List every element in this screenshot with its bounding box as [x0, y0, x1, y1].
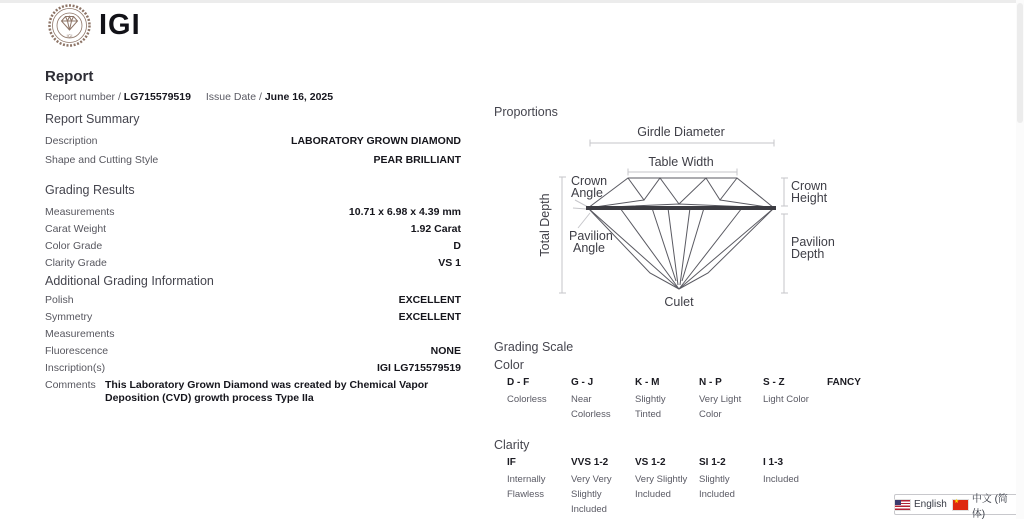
scale-desc: Slightly Tinted — [635, 394, 666, 420]
scrollbar-thumb[interactable] — [1017, 3, 1023, 123]
clarity-scale-item — [699, 456, 763, 517]
comments-text: This Laboratory Grown Diamond was created by Chemical Vapor Deposition (CVD) growth process Type IIa — [105, 379, 429, 404]
cn-flag-icon — [953, 500, 968, 510]
scale-grade: N - P — [699, 377, 722, 388]
row-symmetry — [45, 311, 461, 324]
igi-seal-icon — [48, 4, 91, 47]
crown-height-label-line2: Height — [791, 191, 828, 205]
scale-desc: Very Slightly Included — [635, 474, 688, 500]
total-depth-label: Total Depth — [538, 193, 552, 257]
crown-height-label-line1: Crown — [791, 179, 828, 193]
scale-grade: VVS 1-2 — [571, 457, 609, 468]
row-value: LABORATORY GROWN DIAMOND — [291, 135, 461, 147]
culet-label: Culet — [664, 295, 694, 309]
color-scale-item — [507, 376, 571, 422]
us-flag-icon — [895, 500, 910, 510]
scale-grade: S - Z — [763, 377, 785, 388]
scale-desc: Near Colorless — [571, 394, 611, 420]
row-measurements — [45, 206, 461, 219]
diamond-side-view — [588, 178, 774, 289]
section-heading-grading-results: Grading Results — [45, 183, 135, 197]
color-scale-item — [635, 376, 699, 422]
row-value: EXCELLENT — [398, 294, 461, 306]
language-option-chinese[interactable] — [953, 490, 1017, 519]
language-option-english[interactable] — [895, 499, 947, 510]
color-scale-item — [571, 376, 635, 422]
row-label: Inscription(s) — [45, 362, 106, 374]
row-value: D — [453, 240, 461, 252]
color-scale-row — [492, 376, 891, 422]
pavilion-depth-label-line2: Depth — [791, 247, 825, 261]
report-panel — [45, 68, 461, 405]
clarity-scale-item — [571, 456, 635, 517]
scale-grade: I 1-3 — [763, 457, 784, 468]
row-label: Clarity Grade — [45, 257, 107, 269]
row-label: Comments — [45, 379, 96, 391]
clarity-scale-row — [492, 456, 827, 517]
row-measurements-additional — [45, 328, 461, 341]
proportions-panel — [492, 100, 892, 519]
pavilion-angle-label-line2: Angle — [573, 241, 605, 255]
scale-desc: Light Color — [763, 394, 809, 405]
igi-logo — [48, 4, 141, 47]
scale-grade: K - M — [635, 377, 660, 388]
clarity-scale-item — [635, 456, 699, 517]
row-label: Symmetry — [45, 311, 93, 323]
scale-grade: SI 1-2 — [699, 457, 726, 468]
color-scale-item — [699, 376, 763, 422]
girdle-diameter-label: Girdle Diameter — [637, 125, 725, 139]
section-heading-report-summary: Report Summary — [45, 112, 140, 126]
language-label-english: English — [914, 499, 947, 510]
table-width-label: Table Width — [648, 155, 714, 169]
row-label: Measurements — [45, 206, 115, 218]
scale-desc: Included — [763, 474, 799, 485]
scale-grade: VS 1-2 — [635, 457, 666, 468]
row-fluorescence — [45, 345, 461, 358]
row-value: 10.71 x 6.98 x 4.39 mm — [348, 206, 461, 218]
row-value: PEAR BRILLIANT — [373, 154, 461, 166]
report-number-value: LG715579519 — [123, 91, 191, 103]
row-clarity-grade — [45, 257, 461, 270]
section-heading-color-scale: Color — [494, 358, 524, 372]
row-polish — [45, 294, 461, 307]
issue-date-label: Issue Date / — [205, 91, 262, 103]
row-label: Measurements — [45, 328, 115, 340]
section-heading-additional-grading: Additional Grading Information — [45, 274, 214, 288]
clarity-scale-item — [763, 456, 827, 517]
igi-wordmark: IGI — [99, 9, 141, 41]
section-heading-grading-scale: Grading Scale — [494, 340, 574, 354]
row-label: Fluorescence — [45, 345, 109, 357]
crown-angle-label-line1: Crown — [571, 174, 608, 188]
scale-desc: Internally Flawless — [507, 474, 546, 500]
color-scale-item — [827, 376, 891, 422]
color-scale-item — [763, 376, 827, 422]
language-label-chinese: 中文 (简体) — [971, 493, 1008, 519]
section-heading-clarity-scale: Clarity — [494, 438, 530, 452]
scale-desc: Very Light Color — [699, 394, 742, 420]
top-border-strip — [0, 0, 1024, 3]
clarity-scale-item — [507, 456, 571, 517]
row-label: Polish — [45, 294, 74, 306]
scale-desc: Slightly Included — [699, 474, 735, 500]
row-label: Description — [45, 135, 98, 147]
proportions-diagram — [492, 120, 888, 315]
row-comments — [45, 379, 461, 405]
scale-grade: FANCY — [827, 377, 861, 388]
row-shape-cutting-style — [45, 154, 461, 167]
row-value: IGI LG715579519 — [376, 362, 461, 374]
scale-desc: Very Very Slightly Included — [571, 474, 612, 515]
row-color-grade — [45, 240, 461, 253]
row-label: Carat Weight — [45, 223, 107, 235]
scale-desc: Colorless — [507, 394, 547, 405]
issue-date-value: June 16, 2025 — [264, 91, 334, 103]
pavilion-angle-label-line1: Pavilion — [569, 229, 613, 243]
scale-grade: D - F — [507, 377, 530, 388]
report-number-label: Report number / — [45, 91, 121, 103]
row-value: VS 1 — [438, 257, 461, 269]
page-title: Report — [45, 68, 94, 85]
scale-grade: G - J — [571, 377, 594, 388]
scrollbar[interactable] — [1016, 0, 1024, 519]
row-label: Color Grade — [45, 240, 103, 252]
row-carat-weight — [45, 223, 461, 236]
row-value: NONE — [430, 345, 461, 357]
row-value: EXCELLENT — [398, 311, 461, 323]
row-value: 1.92 Carat — [410, 223, 461, 235]
section-heading-proportions: Proportions — [494, 105, 558, 119]
seal-mini-text: IGI — [66, 33, 73, 39]
report-meta — [45, 91, 461, 104]
row-inscriptions — [45, 362, 461, 375]
row-description — [45, 135, 461, 148]
crown-angle-label-line2: Angle — [571, 186, 603, 200]
row-label: Shape and Cutting Style — [45, 154, 159, 166]
language-switcher — [894, 493, 1018, 519]
pavilion-depth-label-line1: Pavilion — [791, 235, 835, 249]
scale-grade: IF — [507, 457, 516, 468]
